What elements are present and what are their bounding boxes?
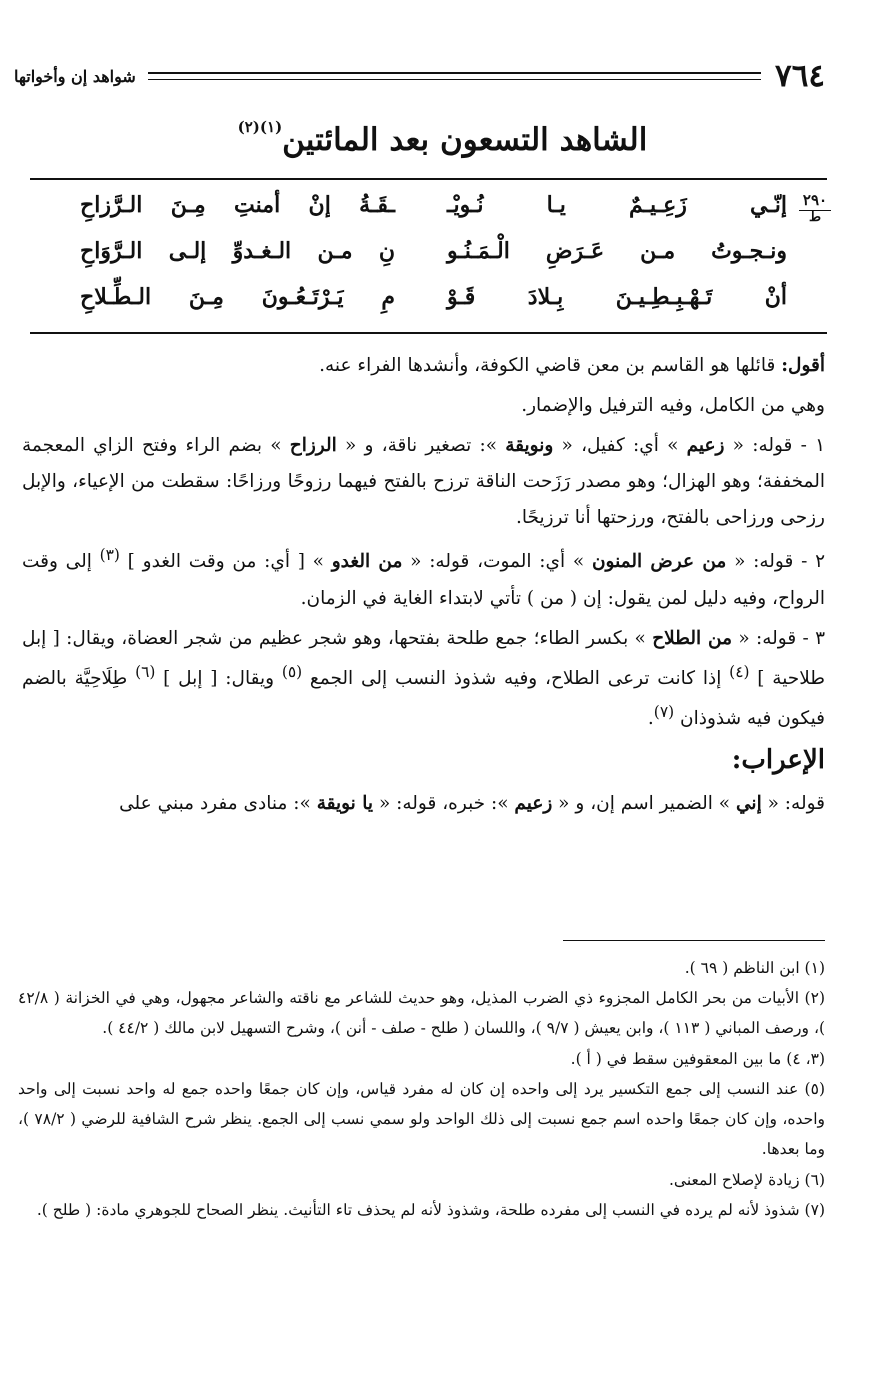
text: وهي من الكامل، وفيه الترفيل والإضمار. [521, 395, 825, 417]
text: . [647, 708, 654, 730]
text: » بضم الراء وفتح الزاي المعجمة المخففة؛ وهو الهزال؛ وهو مصدر رَزَحت الناقة ترزح بالفتح فيهما رزوحًا ورزاحًا: سقطت من الإعياء، والإبل رزحى ورزاحى بالفتح، ورزحتها أنا ترزيحًا. [22, 435, 825, 529]
text: طِلَاحِيَّة بالضم فيكون فيه شذوذان [22, 667, 825, 730]
paragraph-commentary-2 [22, 540, 825, 616]
footnote: (١) ابن الناظم ( ٦٩ ). [684, 959, 825, 977]
poem-box [30, 178, 827, 334]
footnotes [18, 953, 825, 1225]
text: » أي: الموت، قوله: « [402, 551, 592, 573]
footnote-separator [563, 940, 825, 941]
footnote: (٥) عند النسب إلى جمع التكسير يرد إلى واحده إن كان له مفرد قياس، وإن كان جمعًا واحده جمع له واحد نسبت إلى واحد واحده، وإن كان جمعًا واحده اسم جمع نسبت إلى ذلك الواحد ولو سمي نسب إلى الجمع. ينظر شرح الشافية للرضي ( ٧٨/٢ )، وما بعدها. [18, 1079, 825, 1159]
paragraph-parsing [22, 786, 825, 822]
term: الرزاح [289, 435, 337, 457]
verse-sadr: ونـجـوتُ مـن عَـرَضِ الْـمَـنُـو [447, 238, 787, 264]
term: إني [736, 793, 762, 815]
text: ويقال: [ إبل ] [155, 667, 282, 689]
term: أقول: [781, 355, 825, 376]
term: زعيم [686, 435, 725, 457]
paragraph-attribution [22, 348, 825, 384]
footnote: (٧) شذوذ لأنه لم يرده في النسب إلى مفرده طلحة، وشذوذ لأنه لم يحذف تاء التأنيث. ينظر الصحاح للجوهري مادة: ( طلح ). [36, 1200, 825, 1219]
text: » [ أي: من وقت الغدو ] [119, 551, 332, 573]
page-number: ٧٦٤ [775, 57, 825, 94]
footnote: (٢) الأبيات من بحر الكامل المجزوء ذي الضرب المذيل، وهو حديث للشاعر مع ناقته والشاعر مجهول، وهي في الخزانة ( ٤٢/٨ )، ورصف المباني ( ١١٣ )، وابن يعيش ( ٩/٧ )، واللسان ( طلح - صلف - أنن )، وشرح التسهيل لابن مالك ( ٤٤/٢ ). [18, 989, 825, 1038]
verse-ajuz: مِ يَـرْتَـعُـونَ مِـنَ الـطِّـلاحِ [80, 284, 395, 310]
paragraph-commentary-1 [22, 428, 825, 536]
paragraph-commentary-3 [22, 621, 825, 738]
running-title: شواهد إن وأخواتها [14, 66, 136, 86]
text: إذا كانت ترعى الطلاح، وفيه شذوذ النسب إلى الجمع [302, 667, 730, 689]
text: قوله: « [761, 793, 825, 815]
term: من الطلاح [652, 627, 733, 649]
text: ٢ - قوله: « [726, 551, 825, 573]
header-rule [148, 72, 761, 80]
paragraph-meter [22, 388, 825, 424]
heading-title: الشاهد التسعون بعد المائتين [282, 122, 648, 158]
text: » الضمير اسم إن، و « [552, 793, 736, 815]
text: » بكسر الطاء؛ جمع طلحة بفتحها، وهو شجر عظيم من شجر العضاة، ويقال: [ إبل طلاحية ] [22, 627, 825, 689]
verse-sadr: إنّـي زَعِـيـمٌ يـا نُـويْـ [447, 192, 787, 218]
footnote-ref: (٤) [729, 662, 750, 681]
heading-note-ref: (١)(٢) [237, 118, 283, 136]
text: قائلها هو القاسم بن معن قاضي الكوفة، وأنشدها الفراء عنه. [319, 355, 782, 376]
verse-line [30, 238, 827, 284]
footnote: (٣، ٤) ما بين المعقوفين سقط في ( أ ). [570, 1049, 825, 1068]
verse-line [30, 192, 827, 238]
footnote-ref: (٧) [653, 702, 675, 721]
footnote-ref: (٥) [281, 662, 303, 681]
term: ونويقة [505, 435, 554, 457]
footnote-ref: (٦) [135, 662, 156, 681]
term: يا نويقة [316, 793, 374, 815]
verse-number: ٢٩٠ [799, 192, 831, 211]
verse-line [30, 284, 827, 330]
term: زعيم [514, 793, 553, 815]
verse-ajuz: نِ مـن الـغـدوِّ إلـى الـرَّوَاحِ [80, 238, 395, 264]
verse-marker: ط [808, 209, 822, 225]
footnote-ref: (٣) [99, 546, 120, 565]
term: من الغدو [331, 551, 403, 573]
text: »: تصغير ناقة، و « [336, 435, 506, 457]
running-header [14, 58, 825, 94]
text: ٣ - قوله: « [732, 627, 825, 649]
chapter-heading [0, 118, 885, 158]
section-heading: الإعراب: [731, 745, 825, 776]
text: » أي: كفيل، « [553, 435, 687, 457]
footnote: (٦) زيادة لإصلاح المعنى. [668, 1170, 825, 1189]
verse-sadr: أنْ تَـهْـبِـطِـيـنَ بِـلادَ قَـوْ [447, 284, 787, 310]
body-text [22, 348, 825, 826]
text: إلى وقت الرواح، وفيه دليل لمن يقول: إن ( من ) تأتي لابتداء الغاية في الزمان. [22, 551, 825, 609]
term: من عرض المنون [591, 551, 727, 573]
text: ١ - قوله: « [724, 435, 825, 457]
verse-ajuz: ـقَـةُ إنْ أمنتِ مِـنَ الـرَّزاحِ [80, 192, 395, 218]
text: »: خبره، قوله: « [373, 793, 515, 815]
text: »: منادى مفرد مبني على [119, 793, 317, 815]
